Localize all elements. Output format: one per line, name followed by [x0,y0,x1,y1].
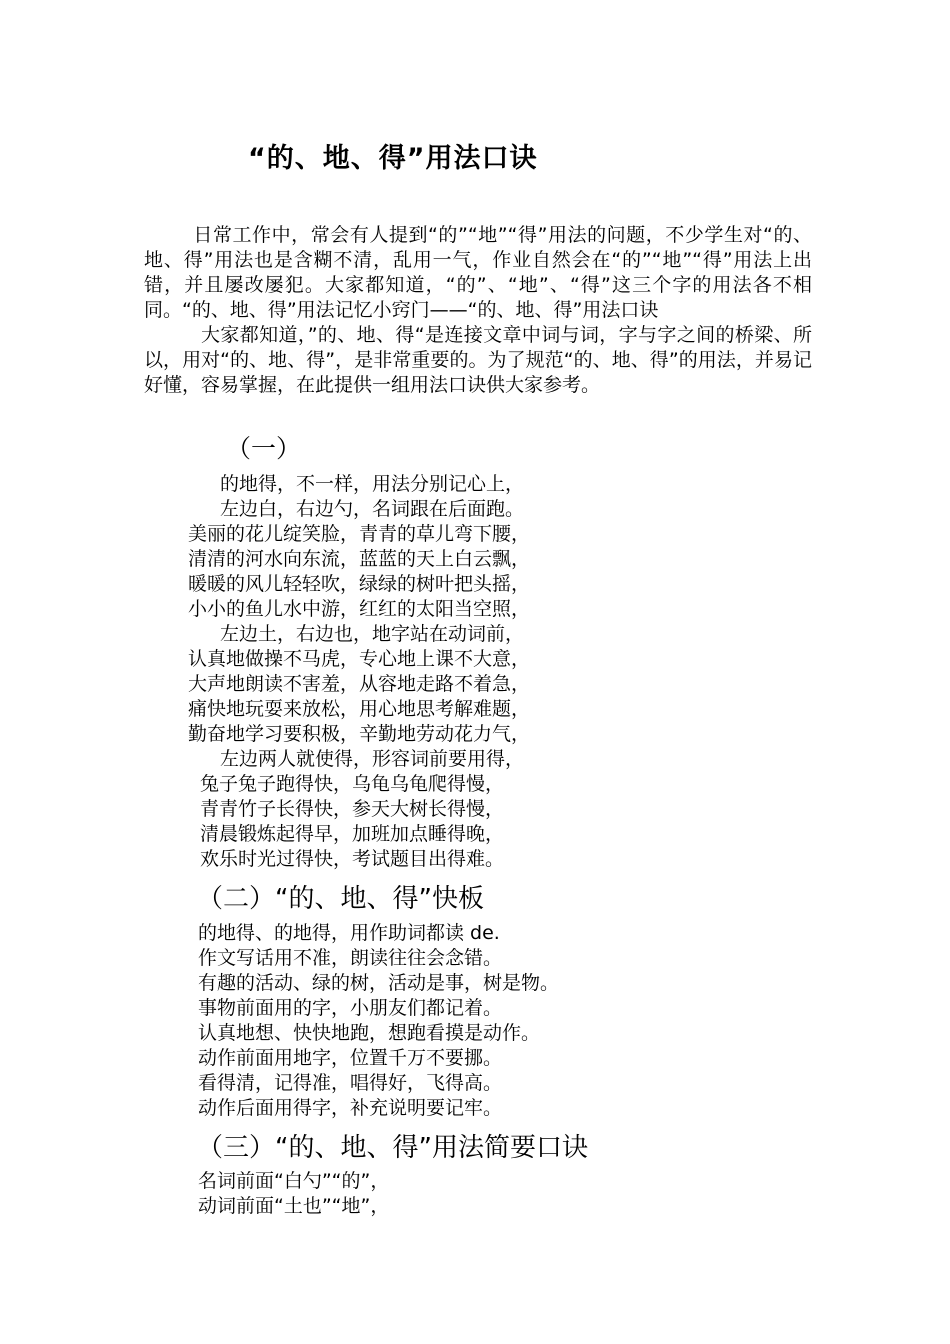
section-2-heading: （二）“的、地、得”快板 [197,884,484,914]
intro-section [144,223,812,398]
verse-line: 动作前面用地字，位置千万不要挪。 [198,1047,503,1069]
verse-line: 清晨锻炼起得早，加班加点睡得晚， [200,823,505,845]
verse-line: 名词前面“白勺”“的”， [198,1170,390,1192]
verse-line: 勤奋地学习要积极，辛勤地劳动花力气， [188,723,531,745]
intro-paragraph-2: 大家都知道，”的、地、得“是连接文章中词与词，字与字之间的桥梁、所以，用对“的、地、得”，是非常重要的。为了规范“的、地、得”的用法，并易记好懂，容易掌握，在此提供一组用法口诀供大家参考。 [144,324,812,396]
verse-line: 事物前面用的字，小朋友们都记着。 [198,997,503,1019]
verse-line: 兔子兔子跑得快，乌龟乌龟爬得慢， [200,773,505,795]
section-3-verse [198,1169,389,1219]
section-1-verse [0,472,950,872]
verse-line: 左边土，右边也，地字站在动词前， [220,623,525,645]
verse-line: 痛快地玩耍来放松，用心地思考解难题， [188,698,531,720]
verse-line: 动作后面用得字，补充说明要记牢。 [198,1097,503,1119]
verse-line: 左边两人就使得，形容词前要用得， [220,748,525,770]
verse-line: 小小的鱼儿水中游，红红的太阳当空照， [188,598,531,620]
section-2-verse [198,921,559,1121]
section-1-heading: （一） [226,434,302,463]
verse-line: 清清的河水向东流，蓝蓝的天上白云飘， [188,548,531,570]
verse-line: 左边白，右边勺，名词跟在后面跑。 [220,498,525,520]
section-3-heading: （三）“的、地、得”用法简要口诀 [197,1133,588,1163]
verse-line: 大声地朗读不害羞，从容地走路不着急， [188,673,531,695]
document-title: “的、地、得”用法口诀 [248,143,538,174]
intro-paragraph-1: 日常工作中，常会有人提到“的”“地”“得”用法的问题，不少学生对“的、地、得”用法也是含糊不清，乱用一气，作业自然会在“的”“地”“得”用法上出错，并且屡改屡犯。大家都知道，“的”、“地”、“得”这三个字的用法各不相同。“的、地、得”用法记忆小窍门——“的、地、得”用法口诀 [144,224,812,321]
verse-line: 看得清，记得准，唱得好，飞得高。 [198,1072,503,1094]
verse-line: 作文写话用不准，朗读往往会念错。 [198,947,503,969]
verse-line: 欢乐时光过得快，考试题目出得难。 [200,848,505,870]
verse-line: 认真地想、快快地跑，想跑看摸是动作。 [198,1022,541,1044]
verse-line: 的地得、的地得，用作助词都读 de. [198,922,500,944]
verse-line: 动词前面“土也”“地”， [198,1195,390,1217]
verse-line: 暖暖的风儿轻轻吹，绿绿的树叶把头摇， [188,573,531,595]
verse-line: 青青竹子长得快，参天大树长得慢， [200,798,505,820]
verse-line: 美丽的花儿绽笑脸，青青的草儿弯下腰， [188,523,531,545]
verse-line: 认真地做操不马虎，专心地上课不大意， [188,648,531,670]
verse-line: 的地得，不一样，用法分别记心上， [220,473,525,495]
verse-line: 有趣的活动、绿的树，活动是事，树是物。 [198,972,560,994]
